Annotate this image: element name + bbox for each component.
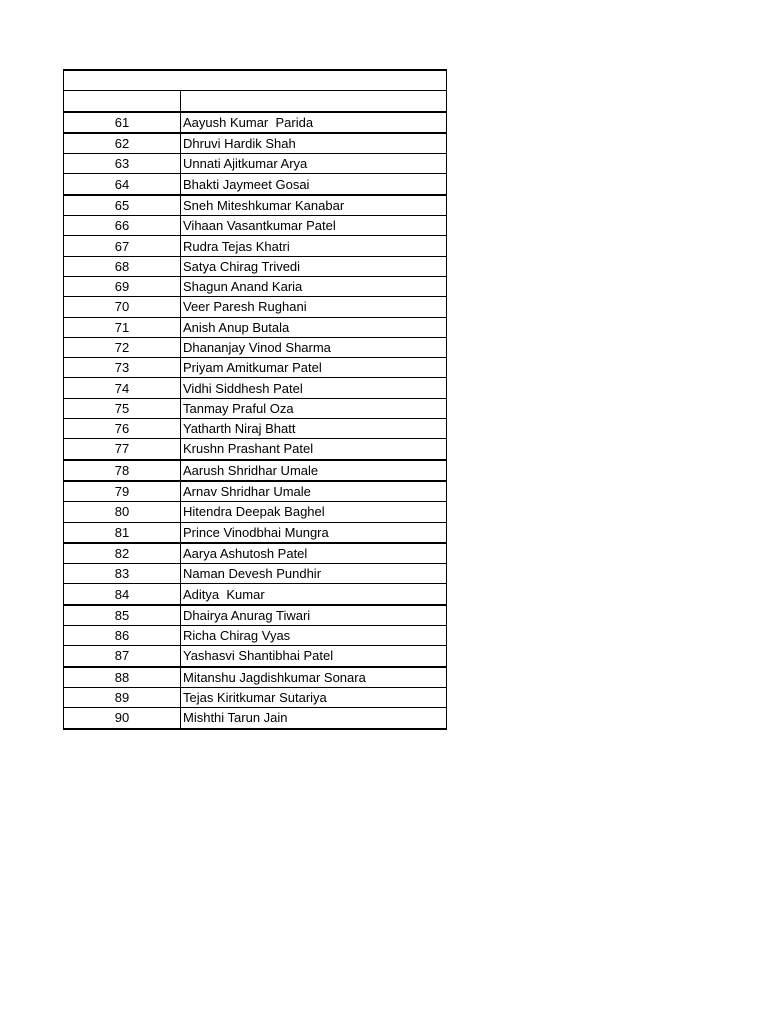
roll-number-cell[interactable]: 82 <box>64 543 181 564</box>
roll-number-cell[interactable]: 67 <box>64 236 181 256</box>
student-name-cell[interactable]: Krushn Prashant Patel <box>181 439 447 460</box>
student-name-cell[interactable]: Tanmay Praful Oza <box>181 398 447 418</box>
student-name-cell[interactable]: Naman Devesh Pundhir <box>181 564 447 584</box>
table-row <box>64 646 447 667</box>
table-row <box>64 112 447 133</box>
roll-number-cell[interactable]: 65 <box>64 195 181 216</box>
roll-number-cell[interactable]: 85 <box>64 605 181 626</box>
table-row <box>64 605 447 626</box>
student-name-cell[interactable]: Aditya Kumar <box>181 584 447 605</box>
table-row <box>64 337 447 357</box>
roll-number-cell[interactable]: 73 <box>64 358 181 378</box>
table-row <box>64 502 447 522</box>
roll-number-cell[interactable]: 87 <box>64 646 181 667</box>
spreadsheet-page <box>63 69 446 730</box>
table-row <box>64 564 447 584</box>
table-row <box>64 543 447 564</box>
table-row <box>64 667 447 688</box>
table-row <box>64 522 447 543</box>
student-name-cell[interactable]: Sneh Miteshkumar Kanabar <box>181 195 447 216</box>
table-row <box>64 481 447 502</box>
table-row <box>64 154 447 174</box>
roll-number-cell[interactable]: 70 <box>64 297 181 317</box>
roll-number-cell[interactable]: 86 <box>64 626 181 646</box>
roll-number-cell[interactable]: 71 <box>64 317 181 337</box>
table-row <box>64 216 447 236</box>
student-name-cell[interactable]: Shagun Anand Karia <box>181 276 447 296</box>
student-name-cell[interactable]: Satya Chirag Trivedi <box>181 256 447 276</box>
student-name-cell[interactable]: Richa Chirag Vyas <box>181 626 447 646</box>
table-row <box>64 398 447 418</box>
roll-number-cell[interactable]: 63 <box>64 154 181 174</box>
table-row <box>64 317 447 337</box>
roll-number-cell[interactable]: 89 <box>64 687 181 707</box>
student-name-cell[interactable]: Priyam Amitkumar Patel <box>181 358 447 378</box>
header-cell-name[interactable] <box>181 91 447 112</box>
table-row <box>64 297 447 317</box>
student-name-cell[interactable]: Yatharth Niraj Bhatt <box>181 419 447 439</box>
table-row <box>64 419 447 439</box>
table-row <box>64 687 447 707</box>
header-cell-number[interactable] <box>64 91 181 112</box>
roster-body <box>64 70 447 729</box>
student-name-cell[interactable]: Veer Paresh Rughani <box>181 297 447 317</box>
student-name-cell[interactable]: Yashasvi Shantibhai Patel <box>181 646 447 667</box>
student-name-cell[interactable]: Bhakti Jaymeet Gosai <box>181 174 447 195</box>
student-roster-table <box>63 69 447 730</box>
student-name-cell[interactable]: Unnati Ajitkumar Arya <box>181 154 447 174</box>
table-row <box>64 358 447 378</box>
roll-number-cell[interactable]: 75 <box>64 398 181 418</box>
roll-number-cell[interactable]: 81 <box>64 522 181 543</box>
roll-number-cell[interactable]: 90 <box>64 708 181 729</box>
roll-number-cell[interactable]: 74 <box>64 378 181 398</box>
roll-number-cell[interactable]: 69 <box>64 276 181 296</box>
roll-number-cell[interactable]: 72 <box>64 337 181 357</box>
roll-number-cell[interactable]: 77 <box>64 439 181 460</box>
roll-number-cell[interactable]: 88 <box>64 667 181 688</box>
roll-number-cell[interactable]: 78 <box>64 460 181 481</box>
student-name-cell[interactable]: Rudra Tejas Khatri <box>181 236 447 256</box>
table-row <box>64 708 447 729</box>
roll-number-cell[interactable]: 76 <box>64 419 181 439</box>
table-row <box>64 460 447 481</box>
table-title-cell[interactable] <box>64 70 447 91</box>
table-row <box>64 626 447 646</box>
roll-number-cell[interactable]: 84 <box>64 584 181 605</box>
roll-number-cell[interactable]: 66 <box>64 216 181 236</box>
student-name-cell[interactable]: Dhruvi Hardik Shah <box>181 133 447 154</box>
student-name-cell[interactable]: Mishthi Tarun Jain <box>181 708 447 729</box>
roll-number-cell[interactable]: 62 <box>64 133 181 154</box>
student-name-cell[interactable]: Hitendra Deepak Baghel <box>181 502 447 522</box>
student-name-cell[interactable]: Anish Anup Butala <box>181 317 447 337</box>
student-name-cell[interactable]: Arnav Shridhar Umale <box>181 481 447 502</box>
table-row <box>64 439 447 460</box>
table-row <box>64 133 447 154</box>
table-row <box>64 236 447 256</box>
table-row <box>64 584 447 605</box>
student-name-cell[interactable]: Tejas Kiritkumar Sutariya <box>181 687 447 707</box>
student-name-cell[interactable]: Aarya Ashutosh Patel <box>181 543 447 564</box>
roll-number-cell[interactable]: 64 <box>64 174 181 195</box>
table-row <box>64 195 447 216</box>
student-name-cell[interactable]: Aarush Shridhar Umale <box>181 460 447 481</box>
roll-number-cell[interactable]: 79 <box>64 481 181 502</box>
roll-number-cell[interactable]: 68 <box>64 256 181 276</box>
student-name-cell[interactable]: Aayush Kumar Parida <box>181 112 447 133</box>
student-name-cell[interactable]: Dhananjay Vinod Sharma <box>181 337 447 357</box>
roll-number-cell[interactable]: 83 <box>64 564 181 584</box>
table-row <box>64 378 447 398</box>
table-header-row <box>64 91 447 112</box>
student-name-cell[interactable]: Prince Vinodbhai Mungra <box>181 522 447 543</box>
student-name-cell[interactable]: Vihaan Vasantkumar Patel <box>181 216 447 236</box>
student-name-cell[interactable]: Mitanshu Jagdishkumar Sonara <box>181 667 447 688</box>
table-row <box>64 276 447 296</box>
roll-number-cell[interactable]: 61 <box>64 112 181 133</box>
roll-number-cell[interactable]: 80 <box>64 502 181 522</box>
table-title-row <box>64 70 447 91</box>
table-row <box>64 256 447 276</box>
student-name-cell[interactable]: Dhairya Anurag Tiwari <box>181 605 447 626</box>
student-name-cell[interactable]: Vidhi Siddhesh Patel <box>181 378 447 398</box>
table-row <box>64 174 447 195</box>
